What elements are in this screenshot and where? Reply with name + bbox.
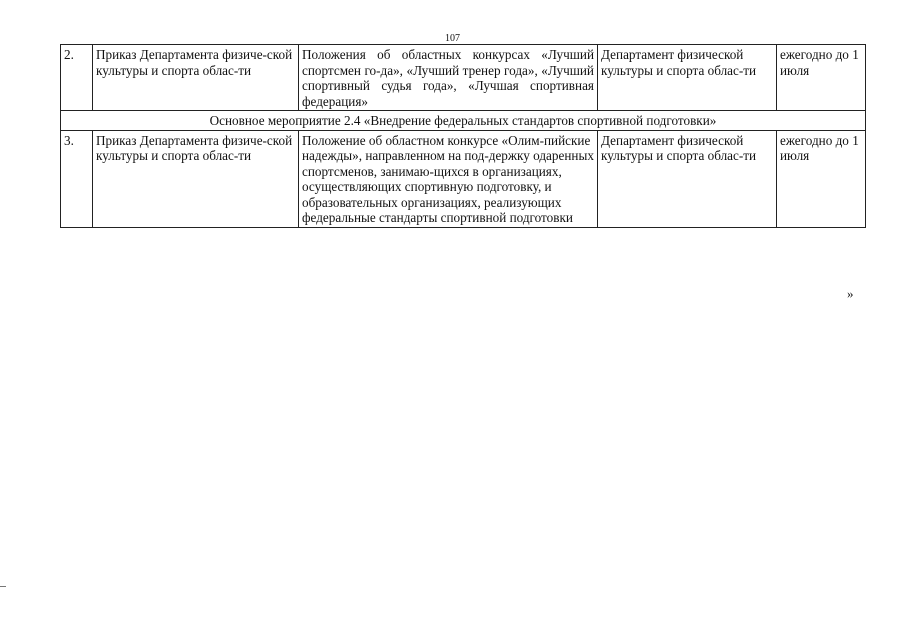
row-number: 3.: [61, 130, 93, 227]
row-deadline: ежегодно до 1 июля: [777, 130, 866, 227]
section-heading: Основное мероприятие 2.4 «Внедрение федеральных стандартов спортивной подготовки»: [61, 111, 866, 131]
closing-quote: »: [847, 286, 854, 301]
row-document-name: Положения об областных конкурсах «Лучший спортсмен го-да», «Лучший тренер года», «Лучший спортивный судья года», «Лучшая спортивная федерация»: [299, 45, 598, 111]
section-row: [61, 111, 866, 131]
page-number: 107: [445, 33, 460, 44]
row-number: 2.: [61, 45, 93, 111]
table-row: [61, 130, 866, 227]
scan-edge-mark: [0, 586, 6, 587]
row-document-type: Приказ Департамента физиче-ской культуры и спорта облас-ти: [93, 130, 299, 227]
document-table: [60, 44, 866, 228]
row-deadline: ежегодно до 1 июля: [777, 45, 866, 111]
row-responsible: Департамент физической культуры и спорта облас-ти: [598, 45, 777, 111]
table-row: [61, 45, 866, 111]
row-document-type: Приказ Департамента физиче-ской культуры и спорта облас-ти: [93, 45, 299, 111]
row-document-name: Положение об областном конкурсе «Олим-пийские надежды», направленном на под-держку одаренных спортсменов, занимаю-щихся в организациях, осуществляющих спортивную подготовку, и образовательных организациях, реализующих федеральные стандарты спортивной подготовки: [299, 130, 598, 227]
row-responsible: Департамент физической культуры и спорта облас-ти: [598, 130, 777, 227]
